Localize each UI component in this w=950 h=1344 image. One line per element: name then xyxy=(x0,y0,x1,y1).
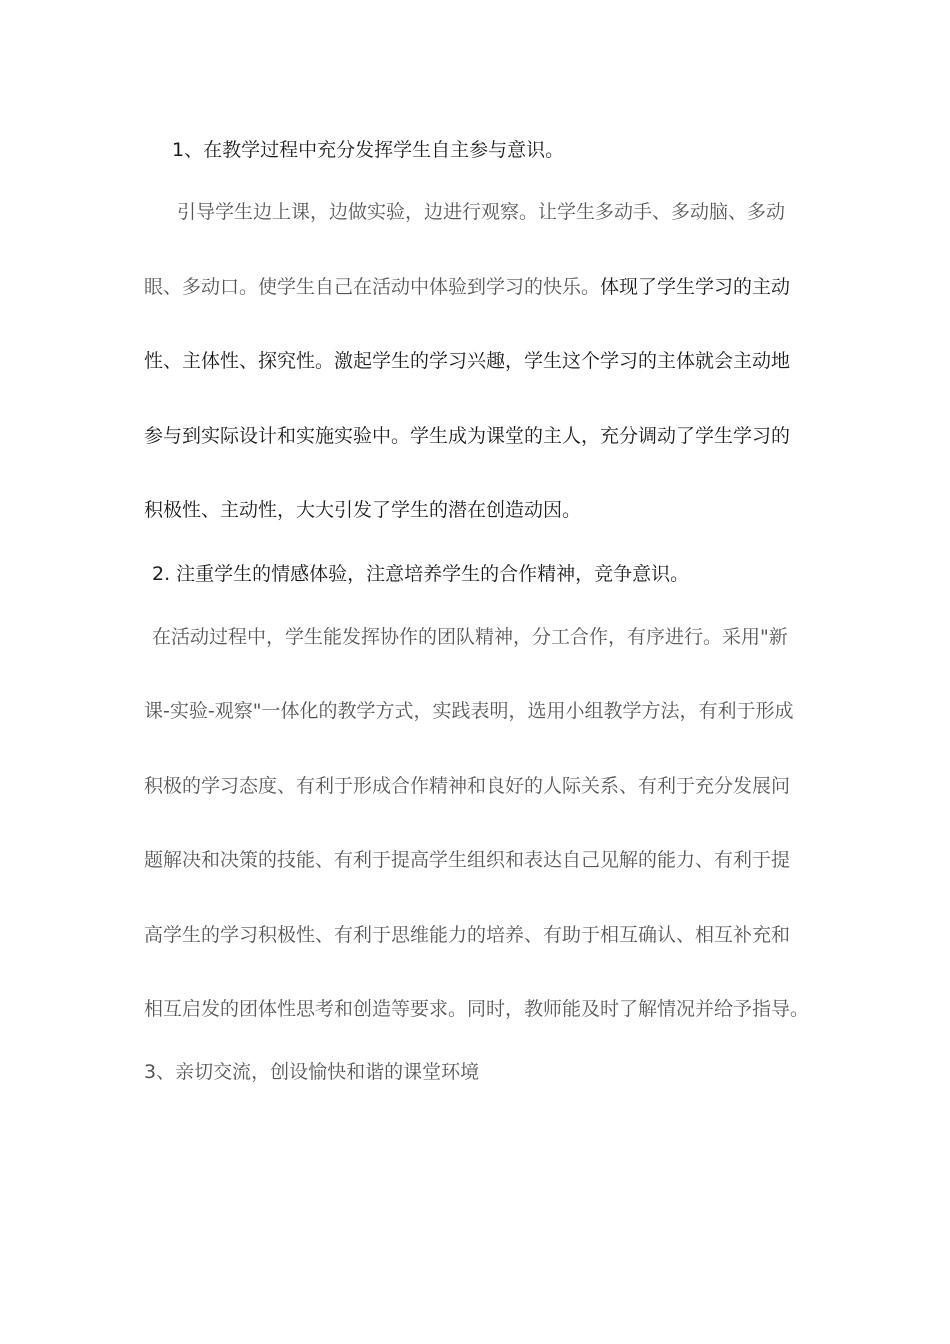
paragraph-2-line-4: 题解决和决策的技能、有利于提高学生组织和表达自己见解的能力、有利于提 xyxy=(144,849,791,871)
section-3-heading: 3、亲切交流，创设愉快和谐的课堂环境 xyxy=(144,1061,480,1083)
paragraph-2-line-1: 在活动过程中，学生能发挥协作的团队精神，分工合作，有序进行。采用"新 xyxy=(152,626,788,648)
paragraph-1-line-5: 积极性、主动性，大大引发了学生的潜在创造动因。 xyxy=(144,499,582,521)
paragraph-1-line-2-part-b: 体现了学生学习的主动 xyxy=(600,276,791,298)
section-1-heading: 1、在教学过程中充分发挥学生自主参与意识。 xyxy=(172,139,565,161)
paragraph-1-line-4: 参与到实际设计和实施实验中。学生成为课堂的主人，充分调动了学生学习的 xyxy=(144,425,791,447)
paragraph-1-line-2 xyxy=(144,275,790,299)
paragraph-1-line-1: 引导学生边上课，边做实验，边进行观察。让学生多动手、多动脑、多动 xyxy=(177,201,786,223)
paragraph-2-line-3: 积极的学习态度、有利于形成合作精神和良好的人际关系、有利于充分发展问 xyxy=(144,775,791,797)
paragraph-2-line-2: 课-实验-观察"一体化的教学方式，实践表明，选用小组教学方法，有利于形成 xyxy=(144,700,794,722)
paragraph-1-line-3: 性、主体性、探究性。激起学生的学习兴趣，学生这个学习的主体就会主动地 xyxy=(144,350,791,372)
paragraph-1-line-2-part-a: 眼、多动口。使学生自己在活动中体验到学习的快乐。 xyxy=(144,276,601,298)
paragraph-2-line-5: 高学生的学习积极性、有利于思维能力的培养、有助于相互确认、相互补充和 xyxy=(144,924,791,946)
paragraph-2-line-6: 相互启发的团体性思考和创造等要求。同时，教师能及时了解情况并给予指导。 xyxy=(144,998,810,1020)
section-2-heading: 2. 注重学生的情感体验，注意培养学生的合作精神，竞争意识。 xyxy=(152,563,690,585)
